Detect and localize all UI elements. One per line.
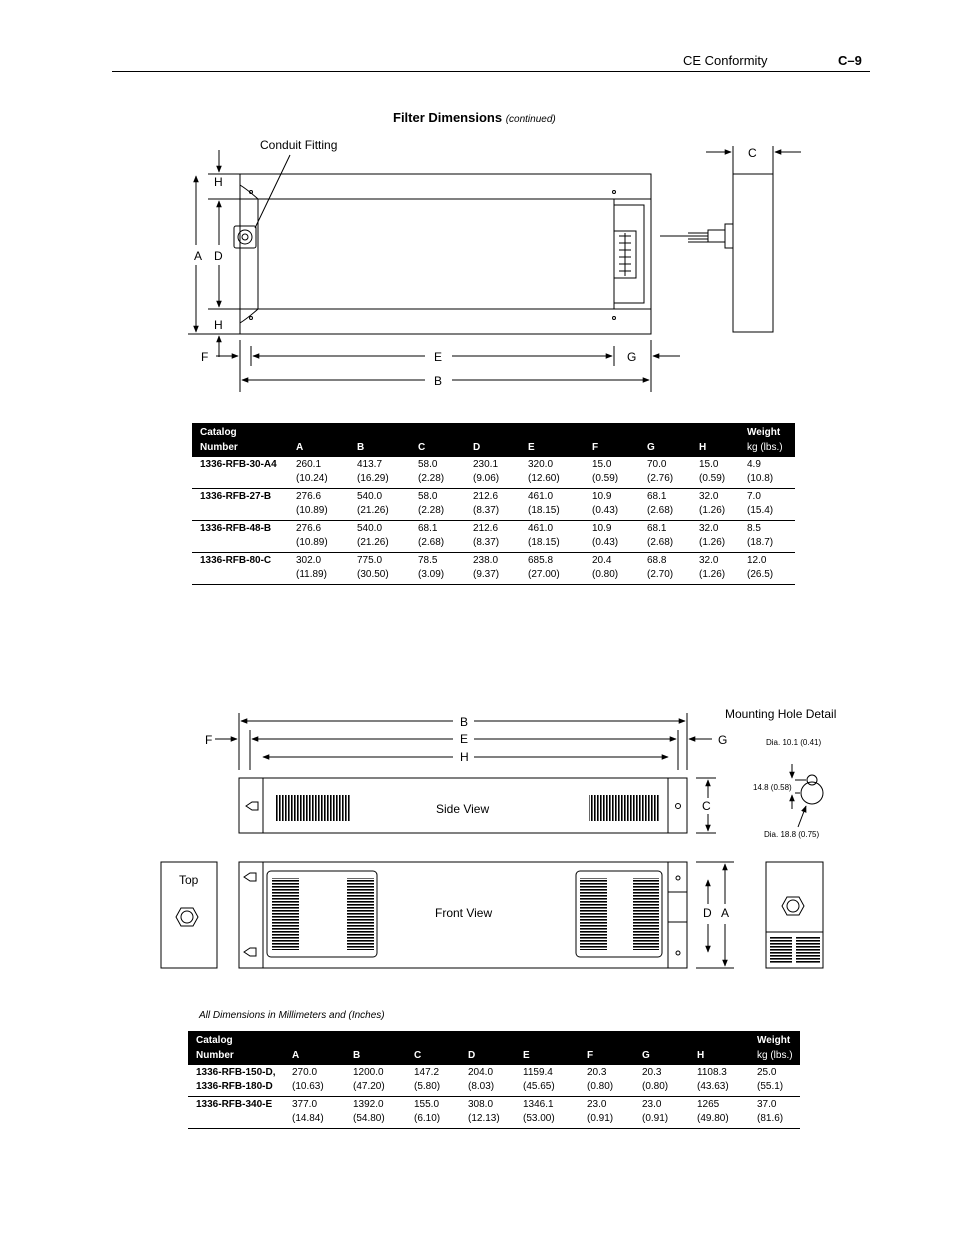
cell-g: 23.0 (0.91) <box>642 1097 697 1129</box>
cell-weight: 37.0 (81.6) <box>757 1097 800 1129</box>
cell-h: 32.0 (1.26) <box>699 521 747 553</box>
table-header <box>188 1031 800 1065</box>
caption-title: Filter Dimensions <box>393 110 503 125</box>
label-c2: C <box>702 799 711 813</box>
label-g2: G <box>718 733 728 747</box>
mounting-detail-label: Mounting Hole Detail <box>725 707 837 721</box>
cell-e: 1346.1 (53.00) <box>523 1097 587 1129</box>
dimensions-table-1 <box>192 423 795 585</box>
cell-a: 276.6 (10.89) <box>296 521 357 553</box>
cell-weight: 8.5 (18.7) <box>747 521 795 553</box>
cell-f: 20.3 (0.80) <box>587 1065 642 1097</box>
cell-b: 540.0 (21.26) <box>357 521 418 553</box>
dimensions-table-2 <box>188 1031 800 1129</box>
label-h2: H <box>460 750 469 764</box>
table-row <box>192 457 795 489</box>
cell-b: 1200.0 (47.20) <box>353 1065 414 1097</box>
catalog-number: 1336-RFB-27-B <box>192 489 296 521</box>
cell-f: 20.4 (0.80) <box>592 553 647 585</box>
catalog-number: 1336-RFB-80-C <box>192 553 296 585</box>
table-row <box>188 1097 800 1129</box>
label-b2: B <box>460 715 469 729</box>
filter-drawing-bottom <box>0 700 954 980</box>
cell-e: 320.0 (12.60) <box>528 457 592 489</box>
cell-c: 58.0 (2.28) <box>418 489 473 521</box>
cell-h: 32.0 (1.26) <box>699 553 747 585</box>
col-a: A <box>292 1031 353 1065</box>
col-d: D <box>468 1031 523 1065</box>
cell-h: 15.0 (0.59) <box>699 457 747 489</box>
label-c: C <box>748 146 757 160</box>
label-a: A <box>194 249 203 263</box>
cell-a: 302.0 (11.89) <box>296 553 357 585</box>
col-weight: Weight kg (lbs.) <box>747 423 795 457</box>
cell-f: 10.9 (0.43) <box>592 489 647 521</box>
catalog-number: 1336-RFB-30-A4 <box>192 457 296 489</box>
top-label: Top <box>179 873 199 887</box>
col-b: B <box>357 423 418 457</box>
col-catalog: Catalog Number <box>188 1031 292 1065</box>
cell-f: 23.0 (0.91) <box>587 1097 642 1129</box>
label-h-bottom: H <box>214 318 223 332</box>
filter-drawing-top <box>0 0 954 400</box>
label-f2: F <box>205 733 213 747</box>
label-d2: D <box>703 906 712 920</box>
label-b: B <box>434 374 443 388</box>
cell-e: 685.8 (27.00) <box>528 553 592 585</box>
label-h-top: H <box>214 175 223 189</box>
cell-a: 270.0 (10.63) <box>292 1065 353 1097</box>
cell-d: 212.6 (8.37) <box>473 521 528 553</box>
table-row <box>188 1065 800 1097</box>
label-conduit: Conduit Fitting <box>260 138 338 152</box>
cell-c: 155.0 (6.10) <box>414 1097 468 1129</box>
col-g: G <box>642 1031 697 1065</box>
cell-b: 1392.0 (54.80) <box>353 1097 414 1129</box>
cell-c: 58.0 (2.28) <box>418 457 473 489</box>
col-f: F <box>592 423 647 457</box>
table-row <box>192 553 795 585</box>
table-row <box>192 521 795 553</box>
cell-h: 32.0 (1.26) <box>699 489 747 521</box>
filter-side-outline <box>733 174 773 332</box>
dia-small-label: Dia. 10.1 (0.41) <box>766 738 822 747</box>
col-h: H <box>699 423 747 457</box>
label-e2: E <box>460 732 469 746</box>
cell-f: 10.9 (0.43) <box>592 521 647 553</box>
label-d: D <box>214 249 223 263</box>
cell-weight: 4.9 (10.8) <box>747 457 795 489</box>
label-e: E <box>434 350 443 364</box>
col-e: E <box>528 423 592 457</box>
cell-e: 461.0 (18.15) <box>528 489 592 521</box>
cell-g: 20.3 (0.80) <box>642 1065 697 1097</box>
label-a2: A <box>721 906 730 920</box>
cell-c: 147.2 (5.80) <box>414 1065 468 1097</box>
cell-c: 68.1 (2.68) <box>418 521 473 553</box>
front-view-label: Front View <box>435 906 493 920</box>
cell-e: 1159.4 (45.65) <box>523 1065 587 1097</box>
filter-body-outline <box>240 174 651 334</box>
cell-h: 1108.3 (43.63) <box>697 1065 757 1097</box>
col-c: C <box>418 423 473 457</box>
cell-d: 230.1 (9.06) <box>473 457 528 489</box>
mount-hole-icon <box>246 802 258 810</box>
col-g: G <box>647 423 699 457</box>
cell-weight: 12.0 (26.5) <box>747 553 795 585</box>
cell-b: 413.7 (16.29) <box>357 457 418 489</box>
cell-a: 276.6 (10.89) <box>296 489 357 521</box>
col-a: A <box>296 423 357 457</box>
page-number: C–9 <box>838 53 862 68</box>
dia-large-label: Dia. 18.8 (0.75) <box>764 830 820 839</box>
table-header <box>192 423 795 457</box>
cell-g: 70.0 (2.76) <box>647 457 699 489</box>
col-h: H <box>697 1031 757 1065</box>
col-b: B <box>353 1031 414 1065</box>
col-catalog: Catalog Number <box>192 423 296 457</box>
cell-weight: 25.0 (55.1) <box>757 1065 800 1097</box>
col-d: D <box>473 423 528 457</box>
cell-h: 1265 (49.80) <box>697 1097 757 1129</box>
col-f: F <box>587 1031 642 1065</box>
cell-d: 238.0 (9.37) <box>473 553 528 585</box>
cell-c: 78.5 (3.09) <box>418 553 473 585</box>
cell-d: 212.6 (8.37) <box>473 489 528 521</box>
table-row <box>192 489 795 521</box>
label-f: F <box>201 350 209 364</box>
vent-grille-right <box>589 795 659 821</box>
cell-a: 260.1 (10.24) <box>296 457 357 489</box>
catalog-number: 1336-RFB-150-D, 1336-RFB-180-D <box>188 1065 292 1097</box>
cell-d: 308.0 (12.13) <box>468 1097 523 1129</box>
catalog-number: 1336-RFB-48-B <box>192 521 296 553</box>
col-weight: Weight kg (lbs.) <box>757 1031 800 1065</box>
side-view-label: Side View <box>436 802 490 816</box>
section-title: CE Conformity <box>683 53 768 68</box>
cell-f: 15.0 (0.59) <box>592 457 647 489</box>
catalog-number: 1336-RFB-340-E <box>188 1097 292 1129</box>
cell-b: 775.0 (30.50) <box>357 553 418 585</box>
label-g: G <box>627 350 637 364</box>
cell-e: 461.0 (18.15) <box>528 521 592 553</box>
units-note: All Dimensions in Millimeters and (Inches) <box>199 1010 385 1021</box>
cell-weight: 7.0 (15.4) <box>747 489 795 521</box>
conduit-fitting-icon <box>234 226 256 248</box>
cell-a: 377.0 (14.84) <box>292 1097 353 1129</box>
vent-grille-left <box>276 795 350 821</box>
col-c: C <box>414 1031 468 1065</box>
cell-b: 540.0 (21.26) <box>357 489 418 521</box>
cell-d: 204.0 (8.03) <box>468 1065 523 1097</box>
cell-g: 68.8 (2.70) <box>647 553 699 585</box>
col-e: E <box>523 1031 587 1065</box>
cell-g: 68.1 (2.68) <box>647 489 699 521</box>
cell-g: 68.1 (2.68) <box>647 521 699 553</box>
caption-note: (continued) <box>505 114 556 125</box>
slot-label: 14.8 (0.58) <box>753 783 792 792</box>
